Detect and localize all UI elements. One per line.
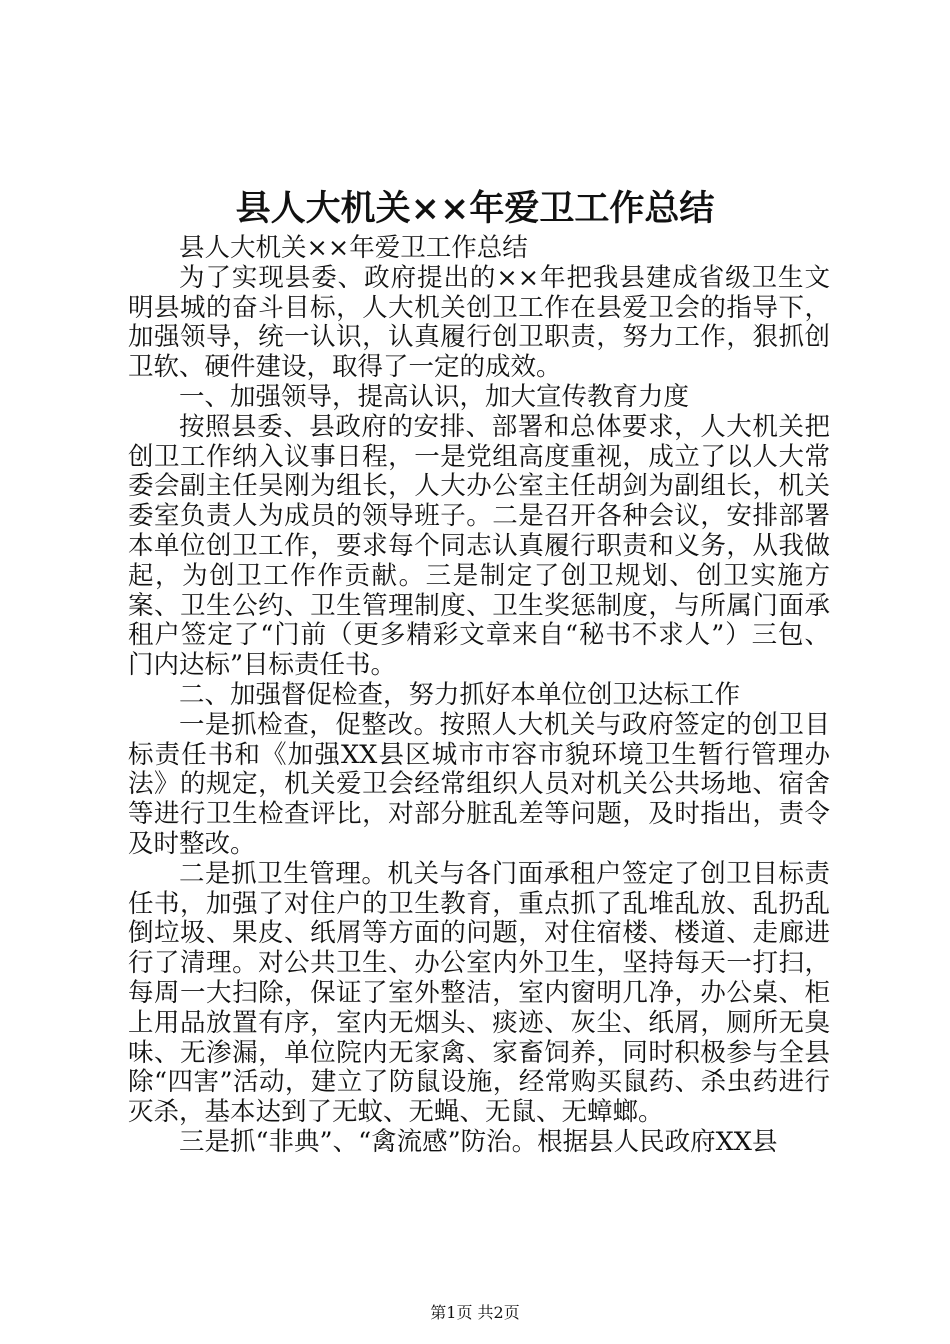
paragraph-intro: 为了实现县委、政府提出的××年把我县建成省级卫生文明县城的奋斗目标，人大机关创卫工作在县爱卫会的指导下，加强领导，统一认识，认真履行创卫职责，努力工作，狠抓创卫软、硬件建设，取得了一定的成效。 (128, 262, 830, 383)
paragraph-hygiene-management: 二是抓卫生管理。机关与各门面承租户签定了创卫目标责任书，加强了对住户的卫生教育，重点抓了乱堆乱放、乱扔乱倒垃圾、果皮、纸屑等方面的问题，对住宿楼、楼道、走廊进行了清理。对公共卫生、办公室内外卫生，坚持每天一打扫，每周一大扫除，保证了室外整洁，室内窗明几净，办公桌、柜上用品放置有序，室内无烟头、痰迹、灰尘、纸屑，厕所无臭味、无渗漏，单位院内无家禽、家畜饲养，同时积极参与全县除“四害”活动，建立了防鼠设施，经常购买鼠药、杀虫药进行灭杀，基本达到了无蚊、无蝇、无鼠、无蟑螂。 (128, 858, 830, 1128)
paragraph-section-1: 按照县委、县政府的安排、部署和总体要求，人大机关把创卫工作纳入议事日程，一是党组高度重视，成立了以人大常委会副主任吴刚为组长，人大办公室主任胡剑为副组长，机关委室负责人为成员的领导班子。二是召开各种会议，安排部署本单位创卫工作，要求每个同志认真履行职责和义务，从我做起，为创卫工作作贡献。三是制定了创卫规划、创卫实施方案、卫生公约、卫生管理制度、卫生奖惩制度，与所属门面承租户签定了“门前（更多精彩文章来自“秘书不求人”）三包、门内达标”目标责任书。 (128, 411, 830, 681)
section-heading-1: 一、加强领导，提高认识，加大宣传教育力度 (179, 381, 690, 412)
paragraph-heading-repeat: 县人大机关××年爱卫工作总结 (179, 233, 528, 263)
section-heading-2: 二、加强督促检查，努力抓好本单位创卫达标工作 (179, 679, 741, 710)
document-body (128, 234, 830, 1158)
document-title: 县人大机关××年爱卫工作总结 (235, 188, 715, 229)
page-footer: 第1页 共2页 (430, 1303, 520, 1322)
paragraph-inspection: 一是抓检查，促整改。按照人大机关与政府签定的创卫目标责任书和《加强XX县区城市市容市貌环境卫生暂行管理办法》的规定，机关爱卫会经常组织人员对机关公共场地、宿舍等进行卫生检查评比，对部分脏乱差等问题，及时指出，责令及时整改。 (128, 709, 830, 859)
paragraph-epidemic-prevention: 三是抓“非典”、“禽流感”防治。根据县人民政府XX县 (179, 1126, 778, 1157)
